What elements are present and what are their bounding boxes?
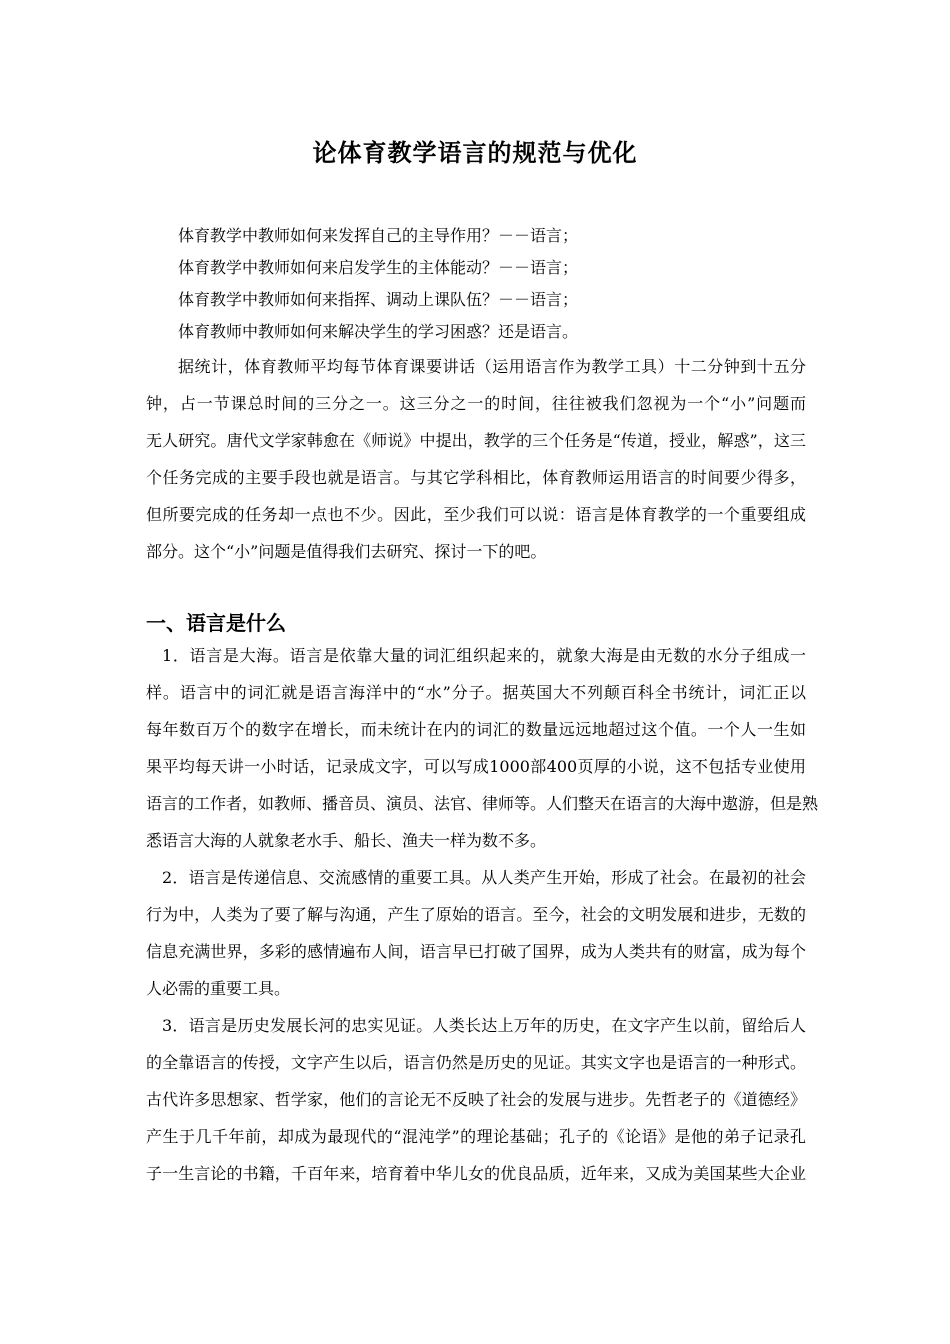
paragraph-line: 钟，占一节课总时间的三分之一。这三分之一的时间，往往被我们忽视为一个“小”问题而 [146,394,806,413]
intro-line: 体育教师中教师如何来解决学生的学习困惑？还是语言。 [178,322,579,341]
item-line: 人必需的重要工具。 [146,979,291,998]
item-line: 古代许多思想家、哲学家，他们的言论无不反映了社会的发展与进步。先哲老子的《道德经》 [146,1090,806,1109]
paragraph-line: 无人研究。唐代文学家韩愈在《师说》中提出，教学的三个任务是“传道，授业，解惑”，这三 [146,431,806,450]
item-line: 信息充满世界，多彩的感情遍布人间，语言早已打破了国界，成为人类共有的财富，成为每个 [146,942,806,961]
intro-line: 体育教学中教师如何来启发学生的主体能动？－－语言； [178,258,579,277]
paragraph-line: 个任务完成的主要手段也就是语言。与其它学科相比，体育教师运用语言的时间要少得多， [146,468,806,487]
intro-line: 体育教学中教师如何来指挥、调动上课队伍？－－语言； [178,290,579,309]
item-line: 悉语言大海的人就象老水手、船长、渔夫一样为数不多。 [146,831,547,850]
item-line: 2．语言是传递信息、交流感情的重要工具。从人类产生开始，形成了社会。在最初的社会 [162,868,806,887]
item-line: 1．语言是大海。语言是依靠大量的词汇组织起来的，就象大海是由无数的水分子组成一 [162,646,806,665]
item-line: 3．语言是历史发展长河的忠实见证。人类长达上万年的历史，在文字产生以前，留给后人 [162,1016,806,1035]
item-line: 样。语言中的词汇就是语言海洋中的“水”分子。据英国大不列颠百科全书统计，词汇正以 [146,683,806,702]
item-line: 子一生言论的书籍，千百年来，培育着中华儿女的优良品质，近年来，又成为美国某些大企业 [146,1164,806,1183]
paragraph-line: 但所要完成的任务却一点也不少。因此，至少我们可以说：语言是体育教学的一个重要组成 [146,505,806,524]
document-title: 论体育教学语言的规范与优化 [312,139,638,167]
section-heading: 一、语言是什么 [146,611,286,635]
paragraph-line: 据统计，体育教师平均每节体育课要讲话（运用语言作为教学工具）十二分钟到十五分 [178,357,806,376]
item-line: 每年数百万个的数字在增长，而未统计在内的词汇的数量远远地超过这个值。一个人一生如 [146,720,806,739]
item-line: 语言的工作者，如教师、播音员、演员、法官、律师等。人们整天在语言的大海中遨游，但是熟 [146,794,819,813]
item-line: 果平均每天讲一小时话，记录成文字，可以写成1000部400页厚的小说，这不包括专业使用 [146,757,806,776]
item-line: 产生于几千年前，却成为最现代的“混沌学”的理论基础；孔子的《论语》是他的弟子记录孔 [146,1127,806,1146]
item-line: 行为中，人类为了要了解与沟通，产生了原始的语言。至今，社会的文明发展和进步，无数的 [146,905,806,924]
paragraph-line: 部分。这个“小”问题是值得我们去研究、探讨一下的吧。 [146,542,547,561]
intro-line: 体育教学中教师如何来发挥自己的主导作用？－－语言； [178,226,579,245]
item-line: 的全靠语言的传授，文字产生以后，语言仍然是历史的见证。其实文字也是语言的一种形式。 [146,1053,806,1072]
